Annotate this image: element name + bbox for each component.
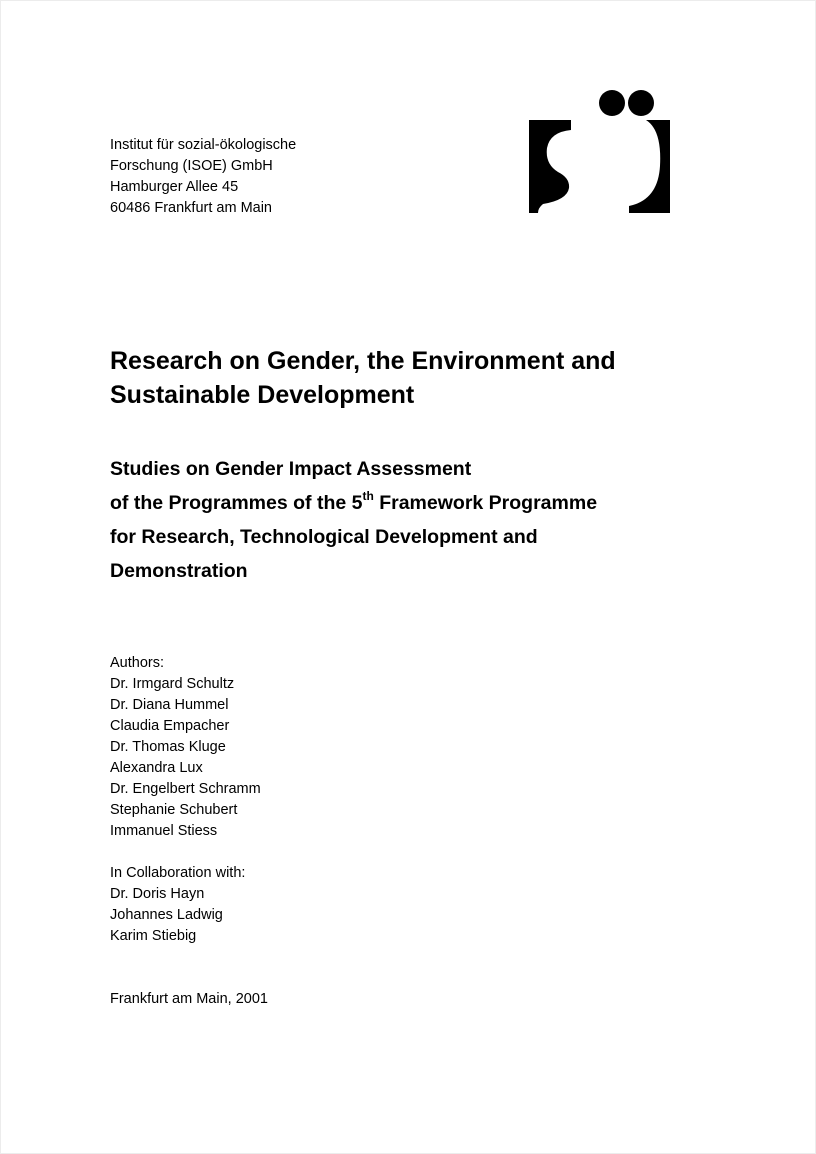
author-name: Stephanie Schubert [110,802,238,818]
document-title [110,344,750,412]
collaborators-heading: In Collaboration with: [110,865,246,881]
author-name: Dr. Irmgard Schultz [110,676,235,692]
address-line: Institut für sozial-ökologische [110,137,297,153]
authors-list [110,653,261,842]
document-subtitle [110,452,750,588]
place-and-date: Frankfurt am Main, 2001 [110,991,268,1007]
address-line: Forschung (ISOE) GmbH [110,158,273,174]
subtitle-line [110,486,750,520]
ordinal-superscript: th [362,489,374,503]
authors-heading: Authors: [110,655,164,671]
collaborators-list [110,863,245,947]
title-line: Research on Gender, the Environment and [110,347,616,375]
author-name: Alexandra Lux [110,760,203,776]
subtitle-line: Demonstration [110,560,248,582]
collaborator-name: Dr. Doris Hayn [110,886,205,902]
author-name: Immanuel Stiess [110,823,218,839]
collaborator-name: Karim Stiebig [110,928,197,944]
subtitle-line: Studies on Gender Impact Assessment [110,458,472,480]
author-name: Dr. Diana Hummel [110,697,229,713]
subtitle-text: of the Programmes of the 5 [110,492,363,514]
institute-address [110,135,296,219]
isoe-logo-icon [528,88,672,216]
address-line: 60486 Frankfurt am Main [110,200,272,216]
collaborator-name: Johannes Ladwig [110,907,223,923]
address-line: Hamburger Allee 45 [110,179,239,195]
title-line: Sustainable Development [110,381,415,409]
author-name: Dr. Thomas Kluge [110,739,226,755]
author-name: Claudia Empacher [110,718,230,734]
subtitle-line: for Research, Technological Development and [110,526,538,548]
author-name: Dr. Engelbert Schramm [110,781,261,797]
subtitle-text: Framework Programme [373,492,598,514]
